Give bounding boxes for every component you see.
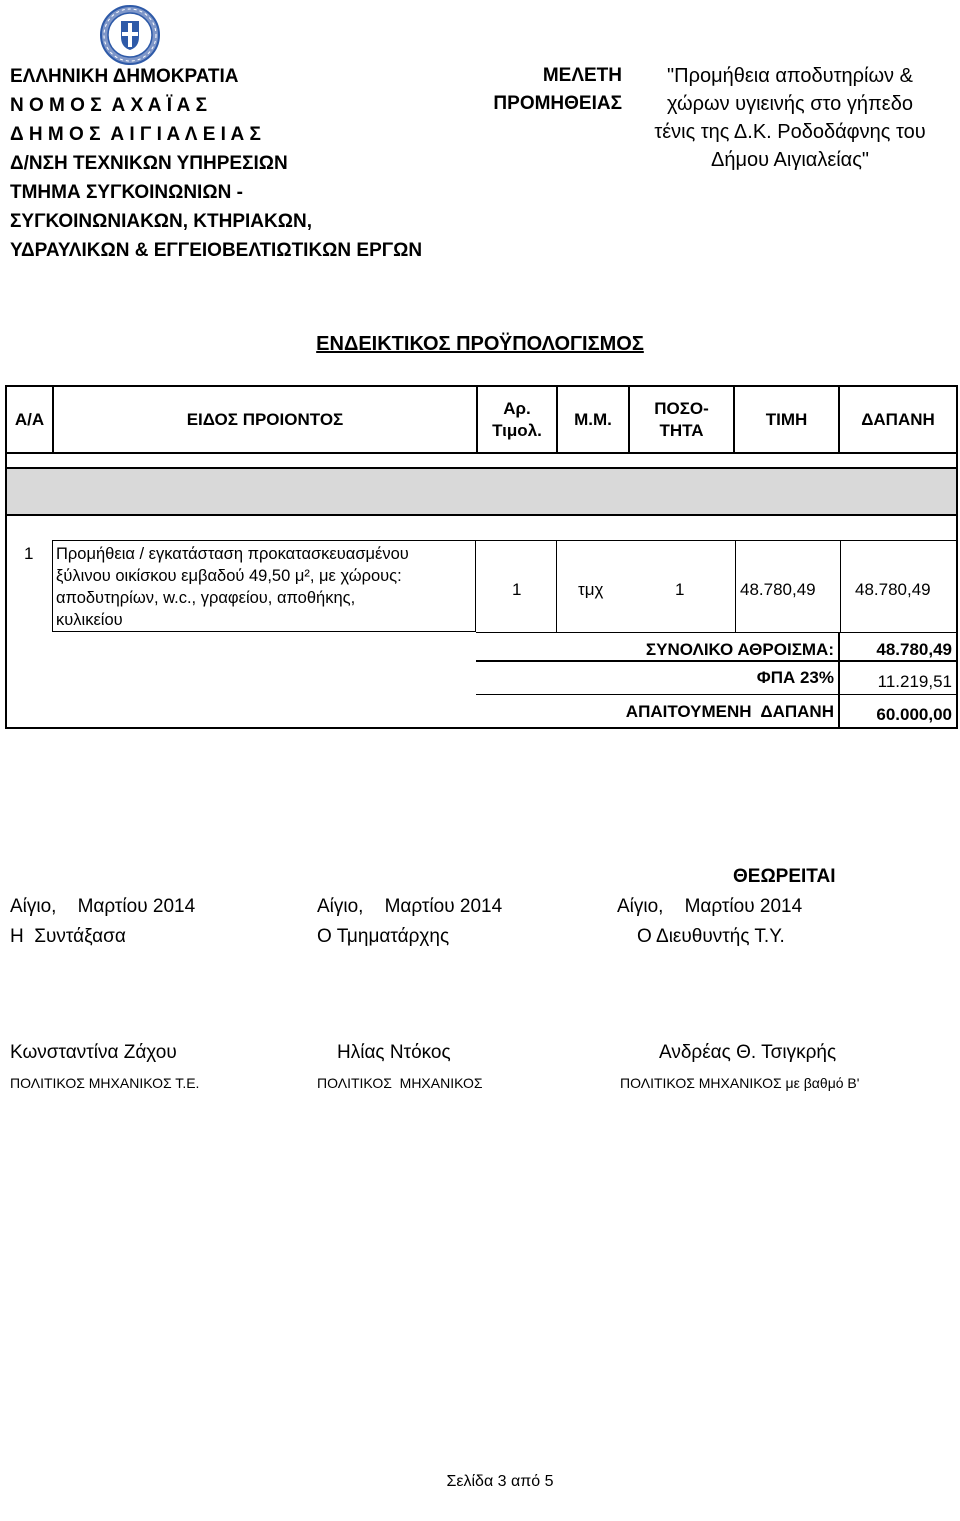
total-value: 60.000,00 xyxy=(876,705,952,724)
col-header-cost: ΔΑΠΑΝΗ xyxy=(861,410,935,429)
org-header xyxy=(10,62,422,265)
row-description xyxy=(56,543,409,631)
header-divider xyxy=(5,452,958,454)
org-line: Δ/ΝΣΗ ΤΕΧΝΙΚΩΝ ΥΠΗΡΕΣΙΩΝ xyxy=(10,153,288,174)
approved-label: ΘΕΩΡΕΙΤΑΙ xyxy=(733,866,836,887)
signature-date: Αίγιο, Μαρτίου 2014 xyxy=(317,896,503,917)
col-header-price: ΤΙΜΗ xyxy=(765,410,808,429)
row-divider xyxy=(556,540,557,632)
project-title xyxy=(630,62,950,174)
signature-date: Αίγιο, Μαρτίου 2014 xyxy=(10,896,196,917)
sum-value: 48.780,49 xyxy=(876,640,952,659)
vat-divider xyxy=(476,694,956,695)
signature-title: ΠΟΛΙΤΙΚΟΣ ΜΗΧΑΝΙΚΟΣ xyxy=(317,1075,483,1091)
org-line: Δ Η Μ Ο Σ Α Ι Γ Ι Α Λ Ε Ι Α Σ xyxy=(10,124,261,145)
project-line: χώρων υγιεινής στο γήπεδο xyxy=(667,93,913,115)
col-header-qty-line: ΠΟΣΟ- xyxy=(654,399,709,418)
signature-name: Ηλίας Ντόκος xyxy=(337,1042,451,1063)
description-line: ξύλινου οικίσκου εμβαδού 49,50 μ², με χώρους: xyxy=(56,567,402,585)
description-line: Προμήθεια / εγκατάσταση προκατασκευασμένου xyxy=(56,545,409,563)
col-header-qty xyxy=(630,398,733,442)
col-header-item: ΕΙΔΟΣ ΠΡΟΙΟΝΤΟΣ xyxy=(186,410,344,429)
band-top xyxy=(5,467,958,469)
project-line: "Προμήθεια αποδυτηρίων & xyxy=(667,65,913,87)
org-line: ΣΥΓΚΟΙΝΩΝΙΑΚΩΝ, ΚΤΗΡΙΑΚΩΝ, xyxy=(10,211,312,232)
signature-title: ΠΟΛΙΤΙΚΟΣ ΜΗΧΑΝΙΚΟΣ Τ.Ε. xyxy=(10,1075,200,1091)
project-line: Δήμου Αιγιαλείας" xyxy=(711,149,869,171)
org-line: ΤΜΗΜΑ ΣΥΓΚΟΙΝΩΝΙΩΝ - xyxy=(10,182,243,203)
col-header-ref xyxy=(478,398,556,442)
study-type xyxy=(493,62,622,118)
page-number: Σελίδα 3 από 5 xyxy=(446,1473,554,1490)
study-label: ΜΕΛΕΤΗ xyxy=(542,65,622,86)
description-line: κυλικείου xyxy=(56,611,123,629)
row-divider xyxy=(735,540,736,632)
row-divider xyxy=(840,540,841,632)
signature-title: ΠΟΛΙΤΙΚΟΣ ΜΗΧΑΝΙΚΟΣ με βαθμό Β' xyxy=(620,1075,860,1091)
row-unit: τμχ xyxy=(578,580,604,599)
sum-label: ΣΥΝΟΛΙΚΟ ΑΘΡΟΙΣΜΑ: xyxy=(645,640,834,659)
project-line: τένις της Δ.Κ. Ροδοδάφνης του xyxy=(654,121,926,143)
col-header-qty-line: ΤΗΤΑ xyxy=(659,421,704,440)
total-label: ΑΠΑΙΤΟΥΜΕΝΗ ΔΑΠΑΝΗ xyxy=(625,702,834,721)
row-price: 48.780,49 xyxy=(740,580,816,599)
row-cost: 48.780,49 xyxy=(855,580,931,599)
row-aa: 1 xyxy=(24,544,34,563)
signature-name: Κωνσταντίνα Ζάχου xyxy=(10,1042,177,1063)
study-label: ΠΡΟΜΗΘΕΙΑΣ xyxy=(493,93,622,114)
org-line: ΕΛΛΗΝΙΚΗ ΔΗΜΟΚΡΑΤΙΑ xyxy=(10,66,239,87)
greek-republic-emblem xyxy=(99,4,161,66)
row-qty: 1 xyxy=(675,580,685,599)
org-line: Ν Ο Μ Ο Σ Α Χ Α Ϊ Α Σ xyxy=(10,95,207,116)
sum-underline xyxy=(476,660,956,662)
signature-name: Ανδρέας Θ. Τσιγκρής xyxy=(659,1042,837,1063)
sum-divider xyxy=(476,632,956,633)
vat-label: ΦΠΑ 23% xyxy=(756,668,834,687)
document-title xyxy=(0,333,960,356)
signature-role: Ο Τμηματάρχης xyxy=(317,926,450,947)
band-bottom xyxy=(5,514,958,516)
org-line: ΥΔΡΑΥΛΙΚΩΝ & ΕΓΓΕΙΟΒΕΛΤΙΩΤΙΚΩΝ ΕΡΓΩΝ xyxy=(10,240,423,261)
col-header-unit: Μ.Μ. xyxy=(574,410,612,429)
row-ref: 1 xyxy=(512,580,522,599)
col-header-ref-line: Τιμολ. xyxy=(492,421,542,440)
vat-value: 11.219,51 xyxy=(877,672,952,691)
col-header-ref-line: Αρ. xyxy=(503,399,531,418)
signature-role: Ο Διευθυντής Τ.Υ. xyxy=(637,926,785,947)
signature-date: Αίγιο, Μαρτίου 2014 xyxy=(617,896,803,917)
col-header-aa: Α/Α xyxy=(14,410,45,429)
description-line: αποδυτηρίων, w.c., γραφείου, αποθήκης, xyxy=(56,589,356,607)
row-top xyxy=(476,540,956,541)
totals-divider xyxy=(838,632,840,728)
document-title-text: ΕΝΔΕΙΚΤΙΚΟΣ ΠΡΟΫΠΟΛΟΓΙΣΜΟΣ xyxy=(316,333,644,355)
gray-band xyxy=(7,468,956,514)
signature-role: Η Συντάξασα xyxy=(10,926,126,947)
